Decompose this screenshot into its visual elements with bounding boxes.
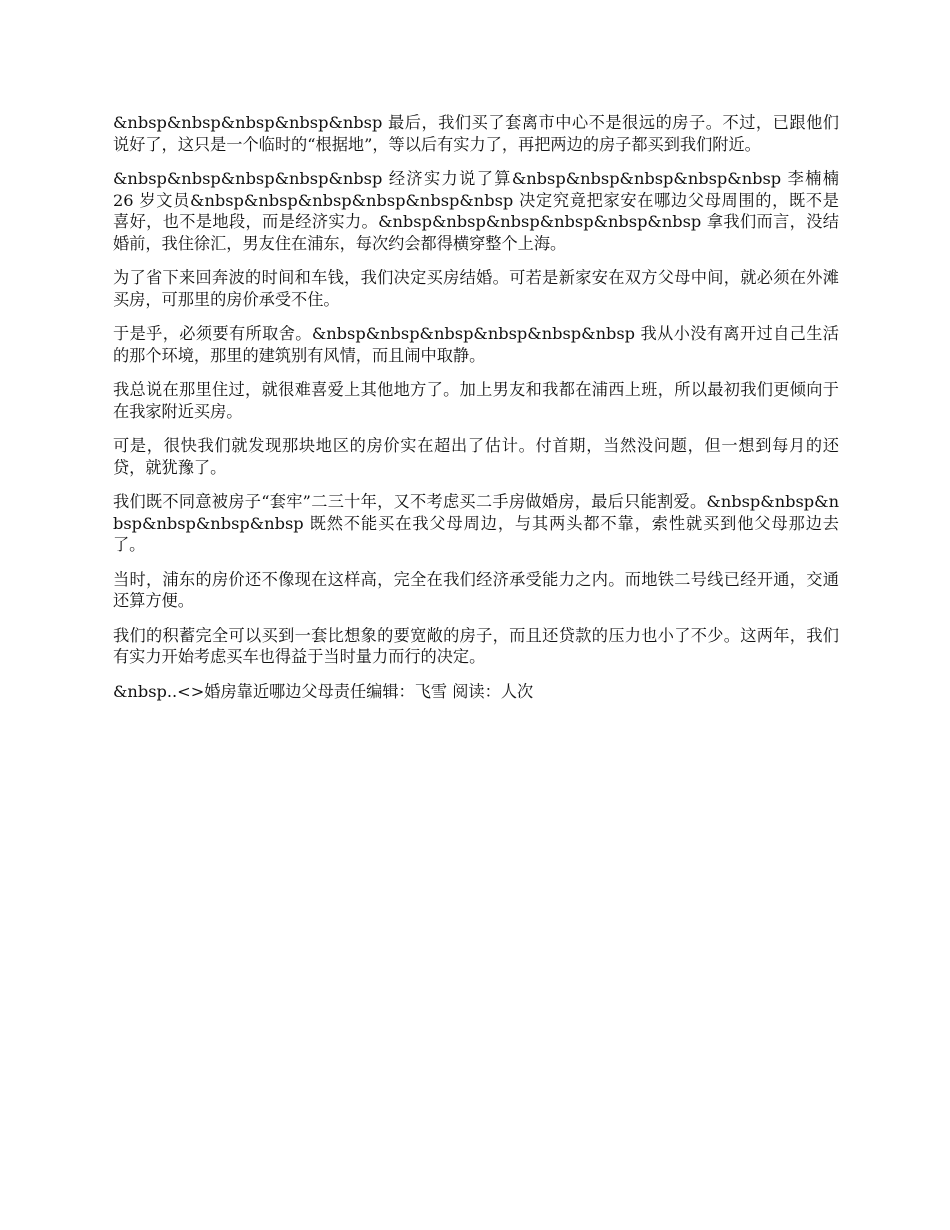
article-body (113, 112, 839, 715)
paragraph-3: 为了省下来回奔波的时间和车钱，我们决定买房结婚。可若是新家安在双方父母中间，就必须在外滩买房，可那里的房价承受不住。 (113, 268, 839, 309)
paragraph-4: 于是乎，必须要有所取舍。&nbsp&nbsp&nbsp&nbsp&nbsp&nbsp 我从小没有离开过自己生活的那个环境，那里的建筑别有风情，而且闹中取静。 (113, 324, 839, 365)
paragraph-2: &nbsp&nbsp&nbsp&nbsp&nbsp 经济实力说了算&nbsp&nbsp&nbsp&nbsp&nbsp 李楠楠 26 岁文员&nbsp&nbsp&nbsp&nbsp&nbsp&nbsp 决定究竟把家安在哪边父母周围的，既不是喜好，也不是地段，而是经济实力。&nbsp&nbsp&nbsp&nbsp&nbsp&nbsp 拿我们而言，没结婚前，我住徐汇，男友住在浦东，每次约会都得横穿整个上海。 (113, 169, 839, 253)
paragraph-7: 我们既不同意被房子“套牢”二三十年，又不考虑买二手房做婚房，最后只能割爱。&nbsp&nbsp&nbsp&nbsp&nbsp&nbsp 既然不能买在我父母周边，与其两头都不靠，索性就买到他父母那边去了。 (113, 492, 839, 554)
paragraph-5: 我总说在那里住过，就很难喜爱上其他地方了。加上男友和我都在浦西上班，所以最初我们更倾向于在我家附近买房。 (113, 380, 839, 421)
paragraph-6: 可是，很快我们就发现那块地区的房价实在超出了估计。付首期，当然没问题，但一想到每月的还贷，就犹豫了。 (113, 436, 839, 477)
paragraph-8: 当时，浦东的房价还不像现在这样高，完全在我们经济承受能力之内。而地铁二号线已经开通，交通还算方便。 (113, 569, 839, 610)
paragraph-1: &nbsp&nbsp&nbsp&nbsp&nbsp 最后，我们买了套离市中心不是很远的房子。不过，已跟他们说好了，这只是一个临时的“根据地”，等以后有实力了，再把两边的房子都买到我们附近。 (113, 113, 839, 154)
paragraph-9: 我们的积蓄完全可以买到一套比想象的要宽敞的房子，而且还贷款的压力也小了不少。这两年，我们有实力开始考虑买车也得益于当时量力而行的决定。 (113, 625, 839, 666)
footer-line: &nbsp..<>婚房靠近哪边父母责任编辑：飞雪 阅读：人次 (113, 681, 534, 701)
